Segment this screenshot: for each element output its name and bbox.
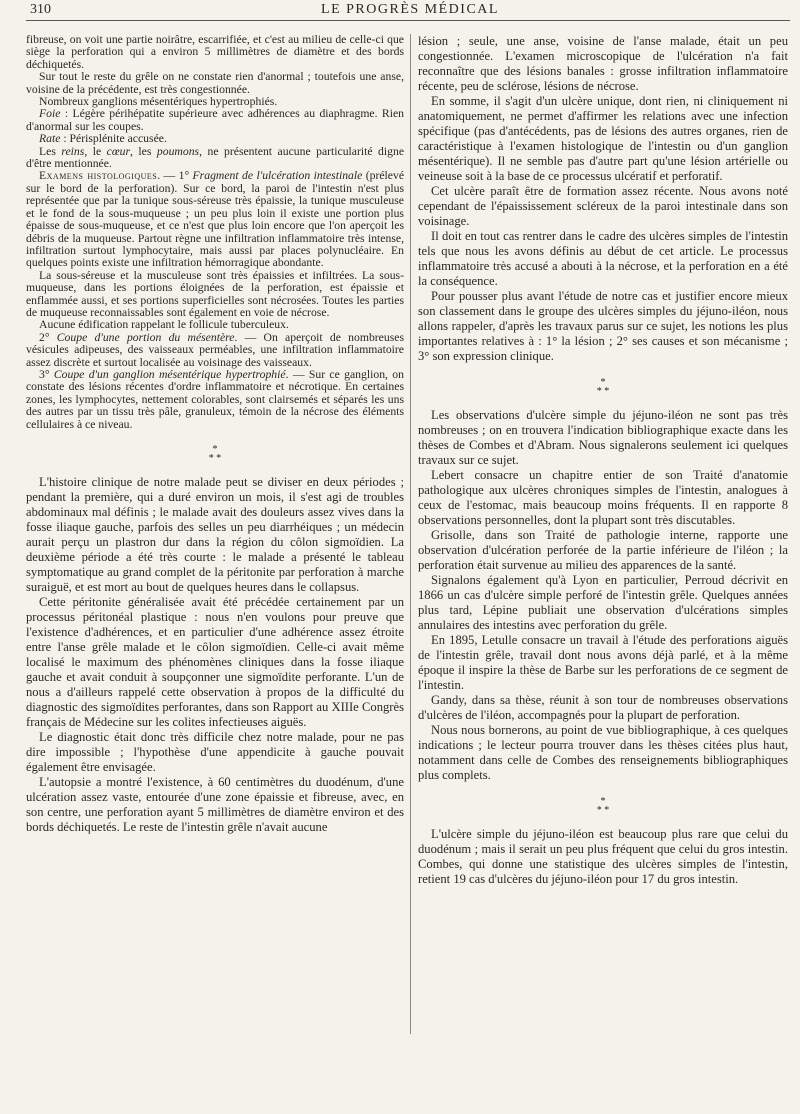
paragraph: Gandy, dans sa thèse, réunit à son tour de nombreuses observations d'ulcères de l'iléon, accompagnés pour la plupart de perforation. (418, 693, 788, 722)
clinical-history-section (26, 475, 404, 835)
paragraph: Le diagnostic était donc très difficile chez notre malade, pour ne pas dire impossible ; l'hypothèse d'une appendicite à gauche pouvait également être envisagée. (26, 730, 404, 774)
text-run-italic: reins (61, 144, 85, 158)
header-rule (26, 20, 790, 21)
asterism-star-pair (418, 387, 788, 396)
asterism-star: * (212, 444, 218, 455)
paragraph-text: (prélevé sur le bord de la perforation). Sur ce bord, la paroi de l'intestin n'est plus représentée que par la tunique sous-séreuse très épaissie, la tunique musculeuse et le fond de la sous-muqueuse ; un peu plus loin il existe une portion plus épaisse de sous-muqueuse, et ce n'est que plus loin encore que l'on aperçoit les débris de la muqueuse. Partout règne une infiltration inflammatoire très intense, infiltration surtout lymphocytaire, mais aussi par places polynucléaire. En quelques points existe une infiltration hémorragique abondante. (26, 169, 405, 270)
section-asterism (26, 445, 404, 463)
asterism-star: * (596, 386, 602, 397)
paragraph: Cette péritonite généralisée avait été précédée certainement par un processus péritonéal plastique : nous n'en voulons pour preuve que l'existence d'adhérences, et en particulier d'une adhérence assez étroite entre l'anse grêle malade et le côlon sigmoïdien. Celle-ci avait même localisé le maximum des phénomènes cliniques dans la fosse iliaque gauche et avait conduit à soupçonner une sigmoïdite perforante. L'un de nous a d'ailleurs rappelé cette observation à propos de la difficulté du diagnostic des sigmoïdites perforantes, dans son Rapport au XIIIe Congrès français de Médecine sur les colites infectieuses aiguës. (26, 595, 404, 729)
paragraph: Sur tout le reste du grêle on ne constate rien d'anormal ; toutefois une anse, voisine de la précédente, est très congestionnée. (26, 70, 404, 96)
paragraph: fibreuse, on voit une partie noirâtre, escarrifiée, et c'est au milieu de celle-ci que siège la perforation qui a environ 5 millimètres de diamètre et des bords déchiquetés. (26, 33, 404, 71)
asterism-star: * (604, 386, 610, 397)
section-asterism (418, 378, 788, 396)
text-run-italic: poumons (156, 144, 200, 158)
paragraph: Nombreux ganglions mésentériques hypertrophiés. (39, 95, 278, 109)
discussion-section (418, 34, 788, 887)
text-run: , les (130, 144, 157, 158)
asterism-star: * (604, 805, 610, 816)
text-run-italic: cœur (106, 144, 131, 158)
paragraph (26, 108, 404, 133)
organ-label: Foie (39, 107, 61, 121)
paragraph: Il doit en tout cas rentrer dans le cadre des ulcères simples de l'intestin tels que nous les avons définis au début de cet article. Le processus inflammatoire très accusé a abouti à la nécrose, et la perforation en a été la conséquence. (418, 229, 788, 288)
paragraph (26, 332, 404, 369)
journal-title: LE PROGRÈS MÉDICAL (321, 2, 499, 17)
page-header (30, 2, 790, 20)
text-run: 2° (39, 330, 57, 344)
paragraph: La sous-séreuse et la musculeuse sont très épaissies et infiltrées. La sous-muqueuse, dans les portions éloignées de la perforation, est épaissie et enflammée aussi, et ses portions superficielles sont nécrosées. Toutes les parties de muqueuse reconnaissables sont également en voie de nécrose. (26, 268, 404, 319)
subsection-title: Coupe d'un ganglion mésentérique hypertrophié (53, 367, 286, 381)
paragraph-text: . — Sur ce ganglion, on constate des lésions récentes d'ordre inflammatoire et nécrotique. En certaines zones, les lymphocytes, nettement colorables, sont clairsemés et séparés les uns des autres par un tissu très pâle, granuleux, témoin de la nécrose des éléments cellulaires à ce niveau. (26, 367, 404, 431)
text-run: 3° (39, 367, 54, 381)
paragraph: L'ulcère simple du jéjuno-iléon est beaucoup plus rare que celui du duodénum ; mais il serait un peu plus fréquent que celui du gros intestin. Combes, qui donne une statistique des ulcères simples de l'intestin, retient 19 cas d'ulcères du jéjuno-iléon pour 17 du gros intestin. (418, 827, 788, 886)
right-column (418, 34, 788, 887)
paragraph-text: : Légère périhépatite supérieure avec adhérences au diaphragme. Rien d'anormal sur les coupes. (26, 107, 404, 133)
asterism-star: * (208, 453, 214, 464)
paragraph (26, 146, 404, 171)
paragraph: lésion ; seule, une anse, voisine de l'anse malade, était un peu congestionnée. L'examen microscopique de l'ulcération n'a fait reconnaître que des lésions banales : grosse infiltration inflammatoire récente, peu de sclérose, lésions de nécrose. (418, 34, 788, 93)
paragraph: Nous nous bornerons, au point de vue bibliographique, à ces quelques indications ; le lecteur pourra trouver dans les thèses citées plus haut, notamment dans celle de Combes des renseignements bibliographiques plus complets. (418, 723, 788, 782)
asterism-star: * (216, 453, 222, 464)
paragraph: Lebert consacre un chapitre entier de son Traité d'anatomie pathologique aux ulcères chroniques simples de l'intestin, analogues à ceux de l'estomac, mais beaucoup moins fréquents. Il en rapporte 8 observations personnelles, dont la plupart sont très discutables. (418, 468, 788, 527)
text-run: , le (84, 144, 107, 158)
paragraph: Les observations d'ulcère simple du jéjuno-iléon ne sont pas très nombreuses ; on en trouvera l'indication bibliographique exacte dans les thèses de Combes et d'Abram. Nous signalerons seulement ici quelques travaux sur ce sujet. (418, 408, 788, 467)
paragraph: Signalons également qu'à Lyon en particulier, Perroud décrivit en 1866 un cas d'ulcère simple perforé de l'intestin grêle. Quelques années plus tard, Lépine publiait une observation d'ulcérations simples annulaires des intestins avec perforation du grêle. (418, 573, 788, 632)
paragraph: Grisolle, dans son Traité de pathologie interne, rapporte une observation d'ulcération perforée de la partie inférieure de l'iléon ; la perforation était survenue au milieu des apparences de la santé. (418, 528, 788, 572)
paragraph: Aucune édification rappelant le follicule tuberculeux. (39, 318, 289, 332)
asterism-star: * (600, 796, 606, 807)
subsection-title: Fragment de l'ulcération intestinale (192, 169, 363, 183)
paragraph: Pour pousser plus avant l'étude de notre cas et justifier encore mieux son classement dans le groupe des ulcères simples du jéjuno-iléon, nous allons rappeler, d'après les travaux parus sur ce sujet, les notions les plus importantes relatives à : 1° la lésion ; 2° ses causes et son mécanisme ; 3° son expression clinique. (418, 289, 788, 363)
section-asterism (418, 797, 788, 815)
paragraph: L'autopsie a montré l'existence, à 60 centimètres du duodénum, d'une ulcération assez vaste, entourée d'une zone épaissie et fibreuse, avec, en son centre, une perforation ayant 5 millimètres de diamètre environ et des bords déchiquetés. Le reste de l'intestin grêle n'avait aucune (26, 775, 404, 834)
paragraph (26, 170, 404, 269)
subsection-title: Coupe d'une portion du mésentère (56, 330, 235, 344)
section-heading: Examens histologiques (39, 169, 158, 183)
asterism-star-pair (26, 454, 404, 463)
paragraph-text: : Périsplénite accusée. (60, 132, 167, 146)
paragraph: L'histoire clinique de notre malade peut se diviser en deux périodes ; pendant la première, qui a duré environ un mois, il s'est agi de troubles abdominaux mal définis ; le malade avait des douleurs assez vives dans la fosse iliaque gauche, parfois des selles un peu diarrhéiques ; un médecin aurait perçu un plastron dur dans la région du côlon sigmoïdien. La deuxième période a été très courte : le malade a présenté le tableau symptomatique au grand complet de la péritonite par perforation à marche suraiguë, et est mort au bout de quelques heures dans le collapsus. (26, 475, 404, 594)
column-divider (410, 34, 411, 1034)
paragraph: En somme, il s'agit d'un ulcère unique, dont rien, ni cliniquement ni anatomiquement, ne permet d'affirmer les relations avec une infection spécifique (pas d'antécédents, pas de lésions des autres organes, rien de caractéristique à l'examen histologique de l'intestin ou d'un ganglion mésentérique). Il ne semble pas d'autre part qu'une lésion artérielle ou veineuse soit à la base de ce processus ulcératif et perforatif. (418, 94, 788, 183)
text-run: , ne présentent aucune particularité digne d'être mentionnée. (26, 144, 405, 171)
asterism-star-pair (418, 806, 788, 815)
paragraph: Cet ulcère paraît être de formation assez récente. Nous avons noté cependant de l'épaississement scléreux de la paroi intestinale dans son voisinage. (418, 184, 788, 228)
left-column (26, 34, 404, 835)
page-number: 310 (30, 2, 51, 17)
paragraph (26, 369, 404, 431)
paragraph-text: . — On aperçoit de nombreuses vésicules adipeuses, des vaisseaux perméables, une infiltration inflammatoire assez discrète et surtout localisée au voisinage des vaisseaux. (26, 330, 404, 369)
asterism-star: * (596, 805, 602, 816)
paragraph: En 1895, Letulle consacre un travail à l'étude des perforations aiguës de l'intestin grêle, travail dont nous avons déjà parlé, et à la même époque il inspire la thèse de Barbe sur les perforations de ce segment de l'intestin. (418, 633, 788, 692)
text-run: Les (39, 144, 62, 158)
asterism-star: * (600, 377, 606, 388)
text-run: . — 1° (157, 169, 193, 183)
organ-label: Rate (39, 132, 61, 146)
